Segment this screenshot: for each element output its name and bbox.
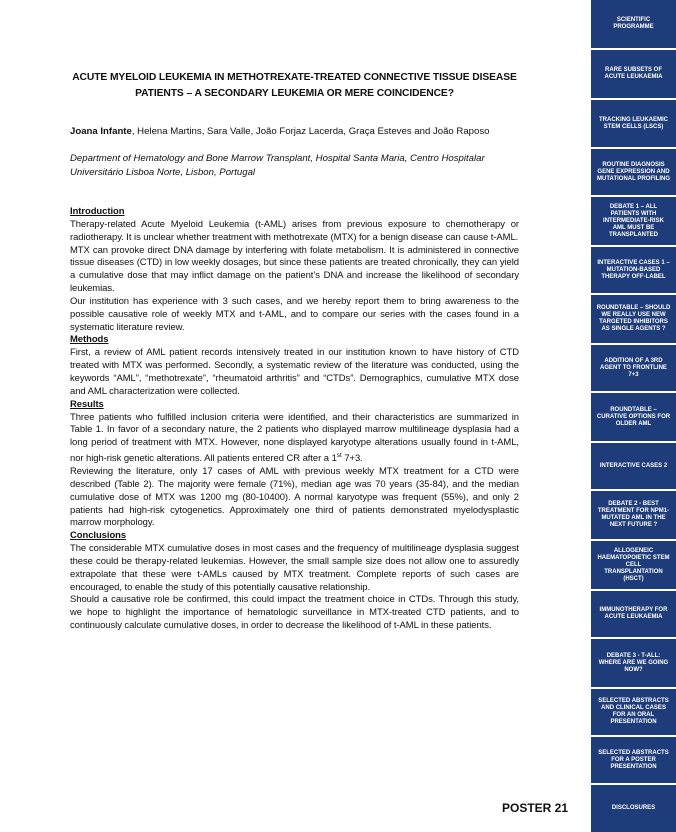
nav-label: INTERACTIVE CASES 2 [599, 462, 668, 469]
abstract-body [70, 206, 519, 633]
results-paragraph-1 [70, 412, 519, 467]
nav-routine-diagnosis[interactable] [591, 149, 676, 195]
introduction-paragraph-1: Therapy-related Acute Myeloid Leukemia (t-AML) arises from previous exposure to chemotherapy or radiotherapy. It is unclear whether treatment with methotrexate (MTX) for a benign disease can cause t-AML. [70, 218, 519, 243]
introduction-paragraph-2: MTX can provoke direct DNA damage by interfering with folate metabolism. It is administered in connective tissue diseases (CTD) in low weekly dosages, but since these patients are treated chronically, they can yield a cumulative dose that may inflict damage on the patient’s DNA and increase the likelihood of secondary leukemias. [70, 244, 519, 295]
nav-label: RARE SUBSETS OF ACUTE LEUKAEMIA [604, 67, 663, 80]
introduction-heading: Introduction [70, 206, 125, 217]
nav-label: ALLOGENEIC HAEMATOPOIETIC STEM CELL TRANSPLANTATION (HSCT) [597, 547, 670, 582]
methods-heading: Methods [70, 334, 109, 346]
nav-label: DEBATE 2 - BEST TREATMENT FOR NPM1-MUTATED AML IN THE NEXT FUTURE ? [597, 501, 670, 528]
nav-oral-presentation-abstracts[interactable] [591, 689, 676, 735]
document [70, 0, 519, 832]
author-list [70, 125, 519, 138]
nav-roundtable-targeted-inhibitors[interactable] [591, 295, 676, 343]
nav-label: DEBATE 1 – ALL PATIENTS WITH INTERMEDIATE-RISK AML MUST BE TRANSPLANTED [603, 203, 664, 238]
poster-number-label: POSTER 21 [502, 801, 569, 815]
sidebar-navigation [591, 0, 676, 832]
nav-label: ROUTINE DIAGNOSIS GENE EXPRESSION AND MUTATIONAL PROFILING [597, 161, 670, 182]
conclusions-heading: Conclusions [70, 530, 127, 542]
introduction-paragraph-3: Our institution has experience with 3 such cases, and we hereby report them to bring awareness to the possible causative role of weekly MTX and t-AML, and to compare our series with the cases found in a systematic literature review. [70, 295, 519, 333]
nav-immunotherapy[interactable] [591, 591, 676, 637]
nav-allogeneic-hsct[interactable] [591, 541, 676, 589]
nav-rare-subsets[interactable] [591, 50, 676, 98]
methods-paragraph-1: First, a review of AML patient records intensively treated in our institution known to have history of CTD treated with MTX was performed. Secondly, a systematic review of the literature was conducted, using the keywords “AML”, “methotrexate”, “rheumatoid arthritis” and “CTDs”. Demographics, cumulative MTX dose and AML characterization were collected. [70, 347, 519, 397]
nav-tracking-lscs[interactable] [591, 100, 676, 147]
nav-roundtable-older-aml[interactable] [591, 393, 676, 441]
results-cycle-number: 1 [331, 453, 337, 465]
nav-label: IMMUNOTHERAPY FOR ACUTE LEUKAEMIA [599, 607, 668, 620]
results-paragraph-1-end: 7+3. [341, 453, 363, 465]
affiliation: Department of Hematology and Bone Marrow Transplant, Hospital Santa Maria, Centro Hospitalar Universitário Lisboa Norte, Lisbon, Portugal [70, 153, 485, 178]
nav-label: DEBATE 3 - T-ALL: WHERE ARE WE GOING NOW? [598, 652, 669, 673]
nav-interactive-cases-1[interactable] [591, 247, 676, 293]
nav-label: ROUNDTABLE – SHOULD WE REALLY USE NEW TARGETED INHIBITORS AS SINGLE AGENTS ? [596, 305, 671, 332]
nav-label: SELECTED ABSTRACTS AND CLINICAL CASES FOR AN ORAL PRESENTATION [598, 698, 669, 725]
nav-poster-presentation-abstracts[interactable] [591, 737, 676, 783]
nav-debate-3[interactable] [591, 639, 676, 687]
results-heading: Results [70, 398, 104, 410]
nav-label: TRACKING LEUKAEMIC STEM CELLS (LSCS) [599, 116, 668, 130]
nav-label: ROUNDTABLE – CURATIVE OPTIONS FOR OLDER AML [596, 406, 671, 427]
results-paragraph-1-text: Three patients who fulfilled inclusion criteria were identified, and their characteristics are summarized in Table 1. In favor of a secondary nature, the 2 patients who displayed marrow multilineage dysplasia had a long period of treatment with MTX. However, none displayed karyotype alterations usually found in t-AML, nor high-risk genetic alterations. All patients entered CR after a [70, 411, 519, 465]
nav-interactive-cases-2[interactable] [591, 443, 676, 489]
results-paragraph-2: Reviewing the literature, only 17 cases of AML with previous weekly MTX treatment for a CTD were described (Table 2). The majority were female (71%), median age was 70 years (35-84), and the median cumulative dose of MTX was 1200 mg (80-10400). A normal karyotype was frequent (55%), and only 2 patients had high-risk cytogenetics. Approximately one third of patients demonstrated myelodysplastic marrow morphology. [70, 466, 519, 529]
nav-debate-1[interactable] [591, 197, 676, 245]
nav-debate-2[interactable] [591, 491, 676, 539]
nav-disclosures[interactable] [591, 785, 676, 832]
paper-title: ACUTE MYELOID LEUKEMIA IN METHOTREXATE-TREATED CONNECTIVE TISSUE DISEASE PATIENTS – A SECONDARY LEUKEMIA OR MERE COINCIDENCE? [72, 72, 517, 99]
results-ordinal-suffix: st [336, 452, 342, 460]
nav-label: DISCLOSURES [611, 805, 656, 811]
nav-label: SCIENTIFIC PROGRAMME [613, 17, 654, 30]
nav-scientific-programme[interactable] [591, 0, 676, 48]
nav-third-agent[interactable] [591, 345, 676, 391]
first-author: Joana Infante [70, 126, 132, 137]
other-authors: , Helena Martins, Sara Valle, João Forjaz Lacerda, Graça Esteves and João Raposo [131, 126, 490, 137]
conclusions-paragraph-1: The considerable MTX cumulative doses in most cases and the frequency of multilineage dysplasia suggest these could be therapy-related leukemias. However, the small sample size does not allow one to assuredly extrapolate that these were t-AMLs caused by MTX treatment. Complete reports of such cases are encouraged, to enable the study of this potentially causative relationship. [70, 543, 519, 593]
conclusions-paragraph-2: Should a causative role be confirmed, this could impact the treatment choice in CTDs. Through this study, we hope to highlight the importance of hematologic surveillance in MTX-treated CTD patients, and to continuously calculate cumulative doses, in order to decrease the likelihood of t-AML in these patients. [70, 594, 519, 632]
nav-label: INTERACTIVE CASES 1 – MUTATION-BASED THERAPY OFF-LABEL [597, 259, 670, 280]
nav-label: ADDITION OF A 3RD AGENT TO FRONTLINE 7+3 [600, 357, 667, 378]
nav-label: SELECTED ABSTRACTS FOR A POSTER PRESENTATION [598, 749, 669, 770]
